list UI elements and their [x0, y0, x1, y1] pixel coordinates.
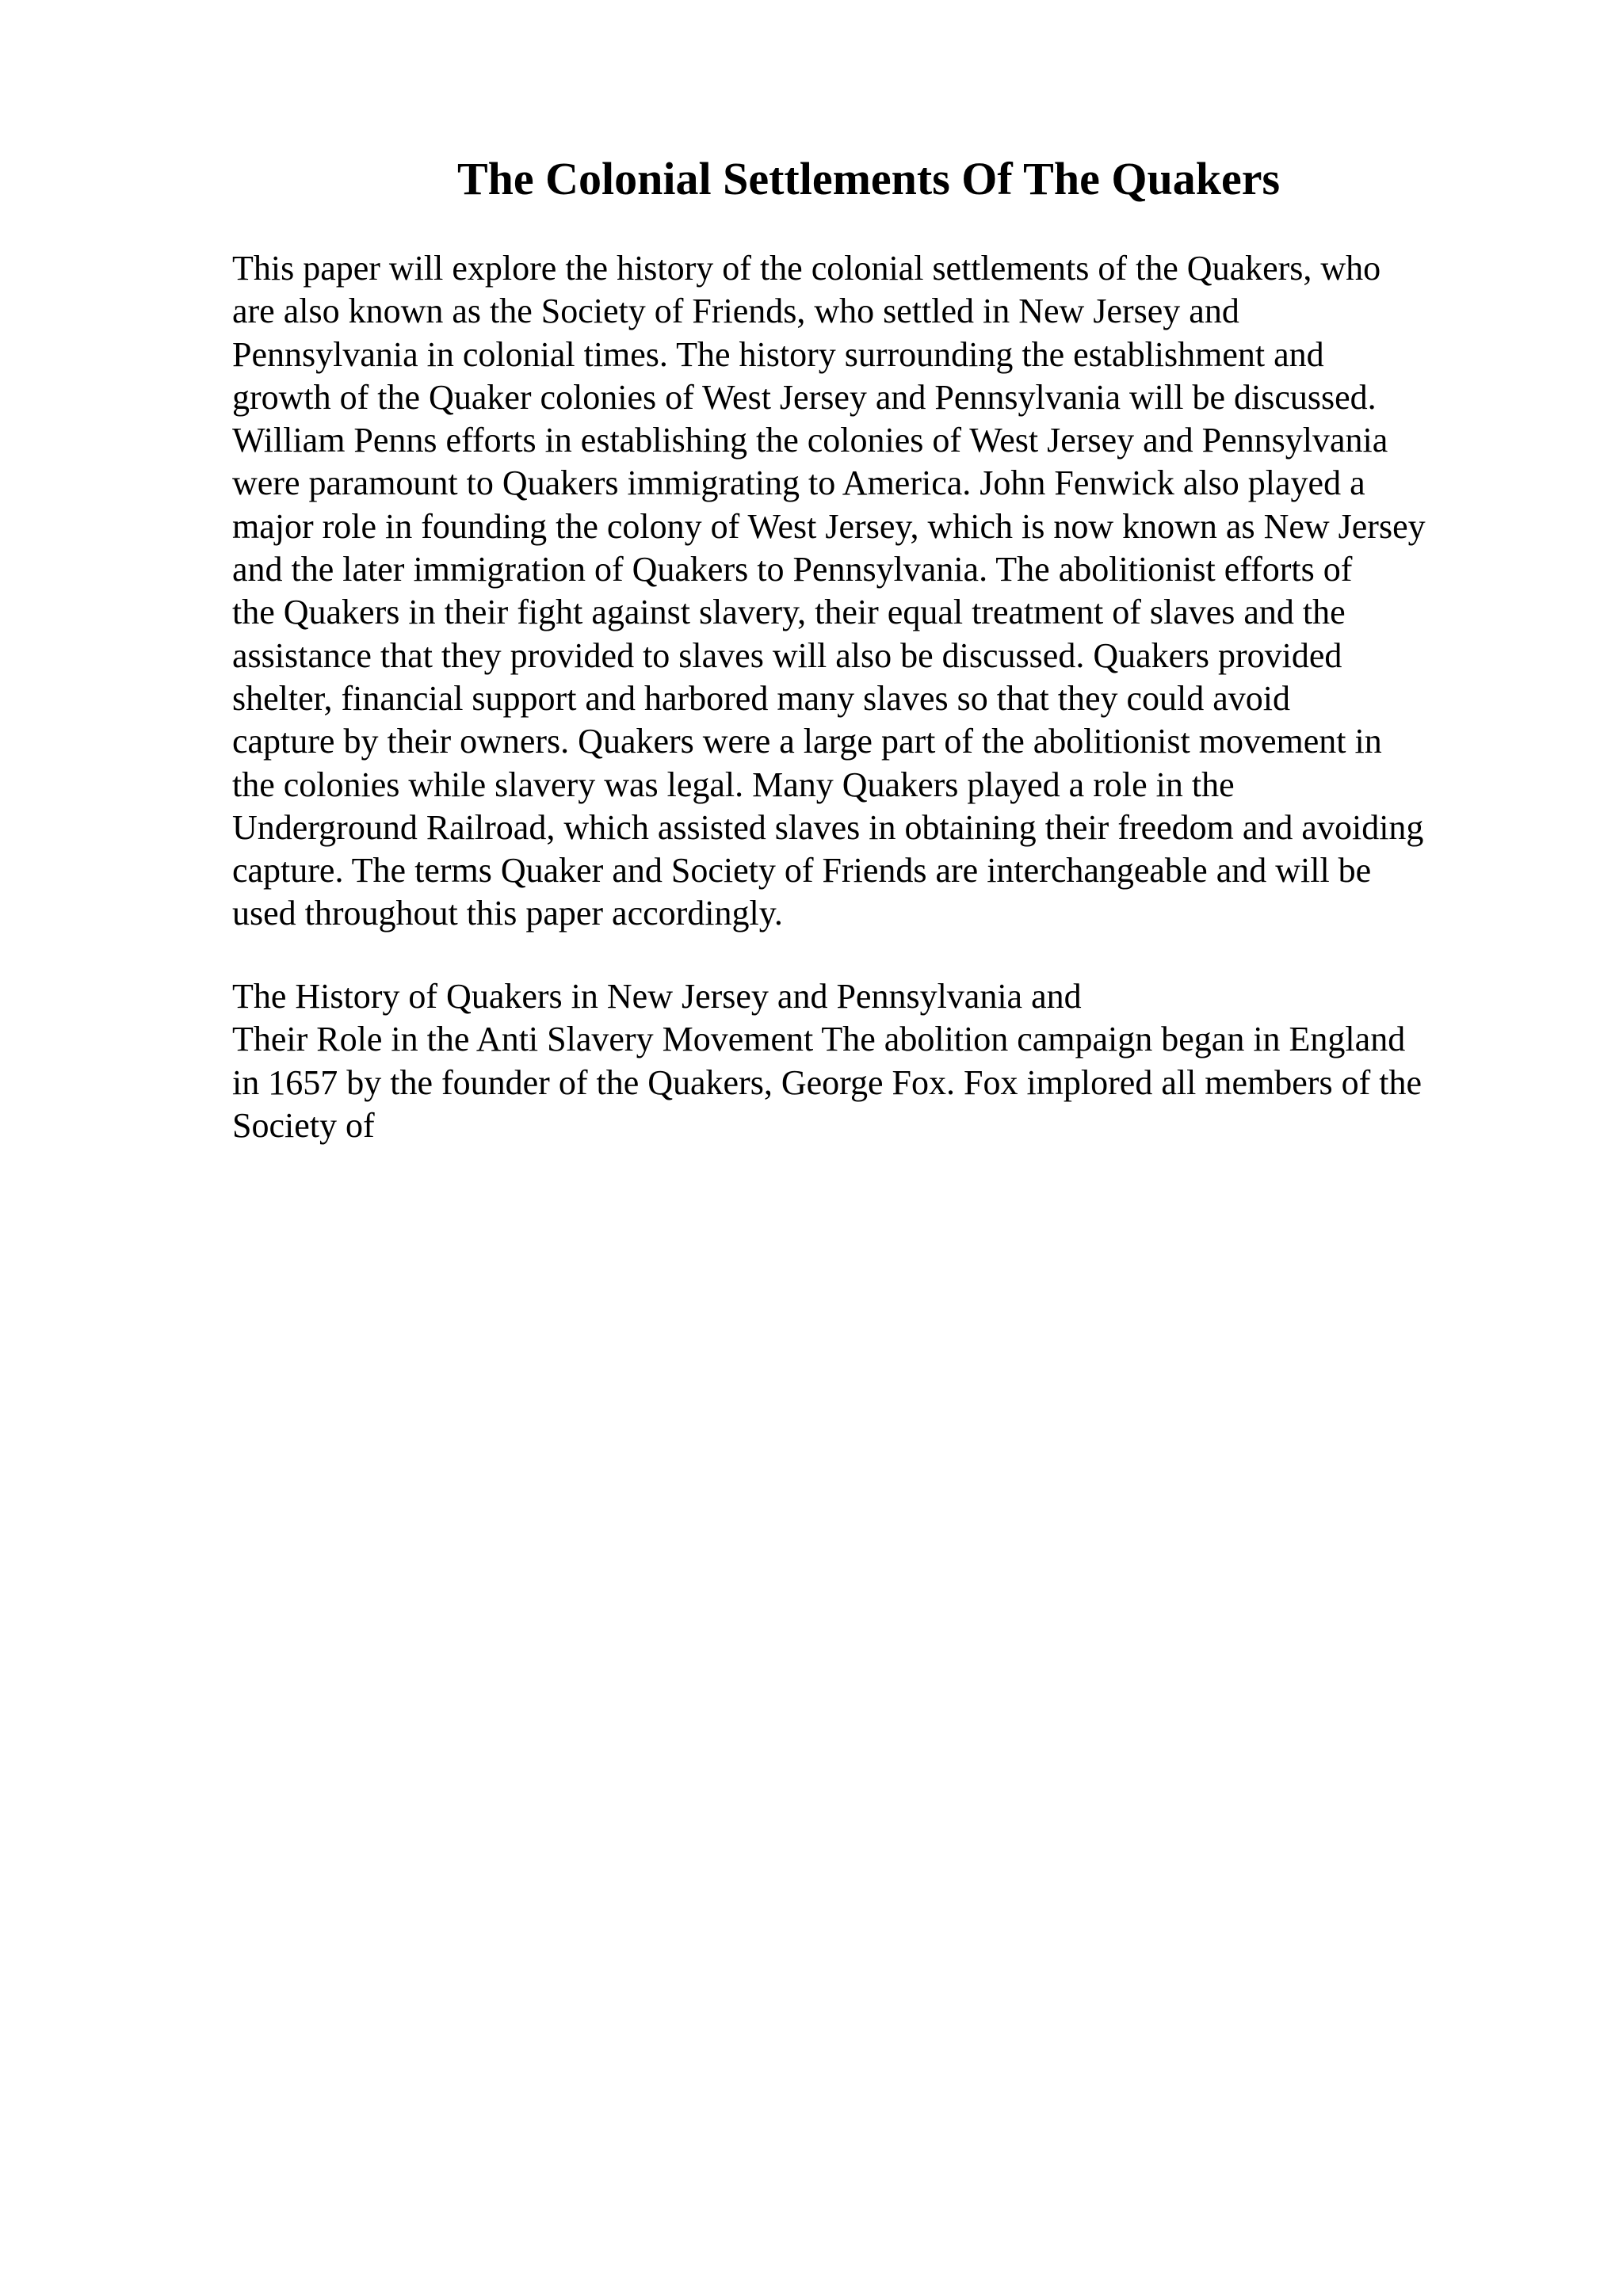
- text-line: the Quakers in their fight against slavery, their equal treatment of slaves and the: [232, 593, 1346, 632]
- text-line: Underground Railroad, which assisted slaves in obtaining their freedom and avoiding: [232, 807, 1424, 847]
- text-line: capture by their owners. Quakers were a large part of the abolitionist movement in: [232, 722, 1382, 761]
- paragraph-introduction: [232, 247, 1623, 936]
- text-line: William Penns efforts in establishing the colonies of West Jersey and Pennsylvania: [232, 421, 1388, 460]
- text-line: are also known as the Society of Friends, who settled in New Jersey and: [232, 292, 1239, 331]
- paragraph-history: [232, 975, 1623, 1147]
- document-title: The Colonial Settlements Of The Quakers: [456, 153, 1281, 204]
- text-line: major role in founding the colony of West Jersey, which is now known as New Jersey: [232, 506, 1426, 546]
- text-line: were paramount to Quakers immigrating to America. John Fenwick also played a: [232, 463, 1365, 503]
- text-line: the colonies while slavery was legal. Many Quakers played a role in the: [232, 765, 1235, 804]
- text-line: growth of the Quaker colonies of West Jersey and Pennsylvania will be discussed.: [232, 377, 1377, 417]
- text-line: and the later immigration of Quakers to Pennsylvania. The abolitionist efforts of: [232, 550, 1353, 589]
- text-line: Society of: [232, 1105, 375, 1145]
- text-line: used throughout this paper accordingly.: [232, 894, 783, 933]
- text-line: in 1657 by the founder of the Quakers, George Fox. Fox implored all members of the: [232, 1062, 1422, 1102]
- text-line: The History of Quakers in New Jersey and Pennsylvania and: [232, 977, 1082, 1016]
- text-line: Their Role in the Anti Slavery Movement The abolition campaign began in England: [232, 1020, 1406, 1059]
- text-line: This paper will explore the history of the colonial settlements of the Quakers, who: [232, 249, 1381, 288]
- text-line: shelter, financial support and harbored many slaves so that they could avoid: [232, 678, 1290, 718]
- text-line: Pennsylvania in colonial times. The history surrounding the establishment and: [232, 334, 1324, 374]
- text-line: capture. The terms Quaker and Society of Friends are interchangeable and will be: [232, 851, 1372, 891]
- text-line: assistance that they provided to slaves will also be discussed. Quakers provided: [232, 635, 1342, 675]
